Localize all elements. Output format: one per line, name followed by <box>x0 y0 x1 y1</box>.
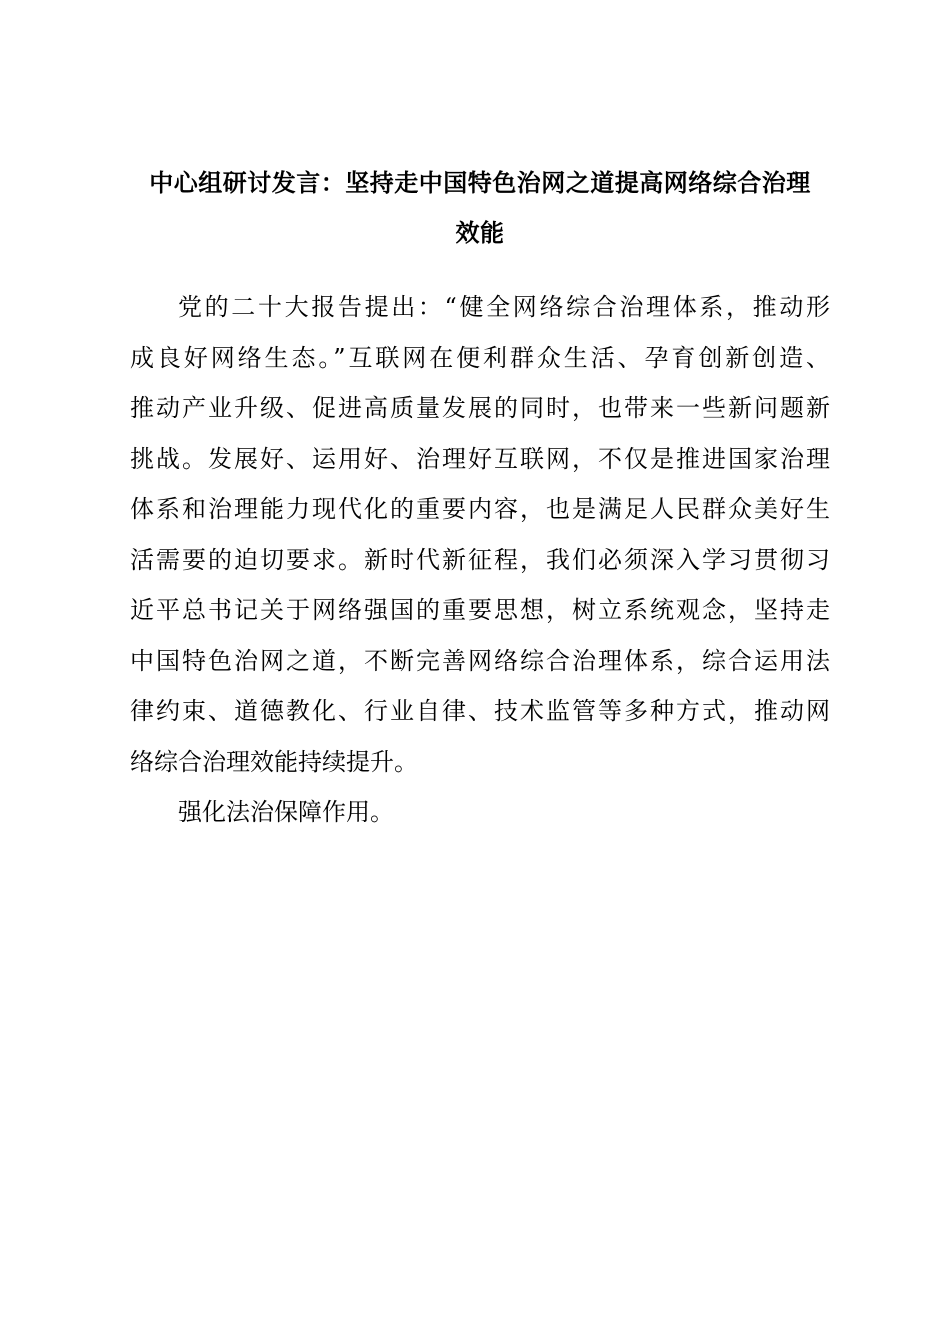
title-line-1: 中心组研讨发言：坚持走中国特色治网之道提高网络综合治理 <box>149 169 811 197</box>
paragraph-line: 律约束、道德教化、行业自律、技术监管等多种方式，推动网 <box>130 697 830 725</box>
paragraph-line: 党的二十大报告提出：“健全网络综合治理体系，推动形 <box>178 293 830 321</box>
document-body <box>130 282 830 838</box>
paragraph-line: 强化法治保障作用。 <box>178 798 394 826</box>
document-title <box>120 158 840 258</box>
paragraph-line: 成良好网络生态。”互联网在便利群众生活、孕育创新创造、 <box>130 343 830 372</box>
paragraph-line: 体系和治理能力现代化的重要内容，也是满足人民群众美好生 <box>130 495 830 523</box>
paragraph-line: 活需要的迫切要求。新时代新征程，我们必须深入学习贯彻习 <box>130 545 830 574</box>
paragraph-line: 推动产业升级、促进高质量发展的同时，也带来一些新问题新 <box>130 394 830 422</box>
paragraph-line: 挑战。发展好、运用好、治理好互联网，不仅是推进国家治理 <box>130 444 830 473</box>
title-line-2: 效能 <box>455 219 505 247</box>
paragraph-1 <box>130 282 830 787</box>
paragraph-2 <box>130 787 830 838</box>
paragraph-line: 络综合治理效能持续提升。 <box>130 747 418 776</box>
paragraph-line: 近平总书记关于网络强国的重要思想，树立系统观念，坚持走 <box>130 596 830 624</box>
paragraph-line: 中国特色治网之道，不断完善网络综合治理体系，综合运用法 <box>130 646 830 675</box>
